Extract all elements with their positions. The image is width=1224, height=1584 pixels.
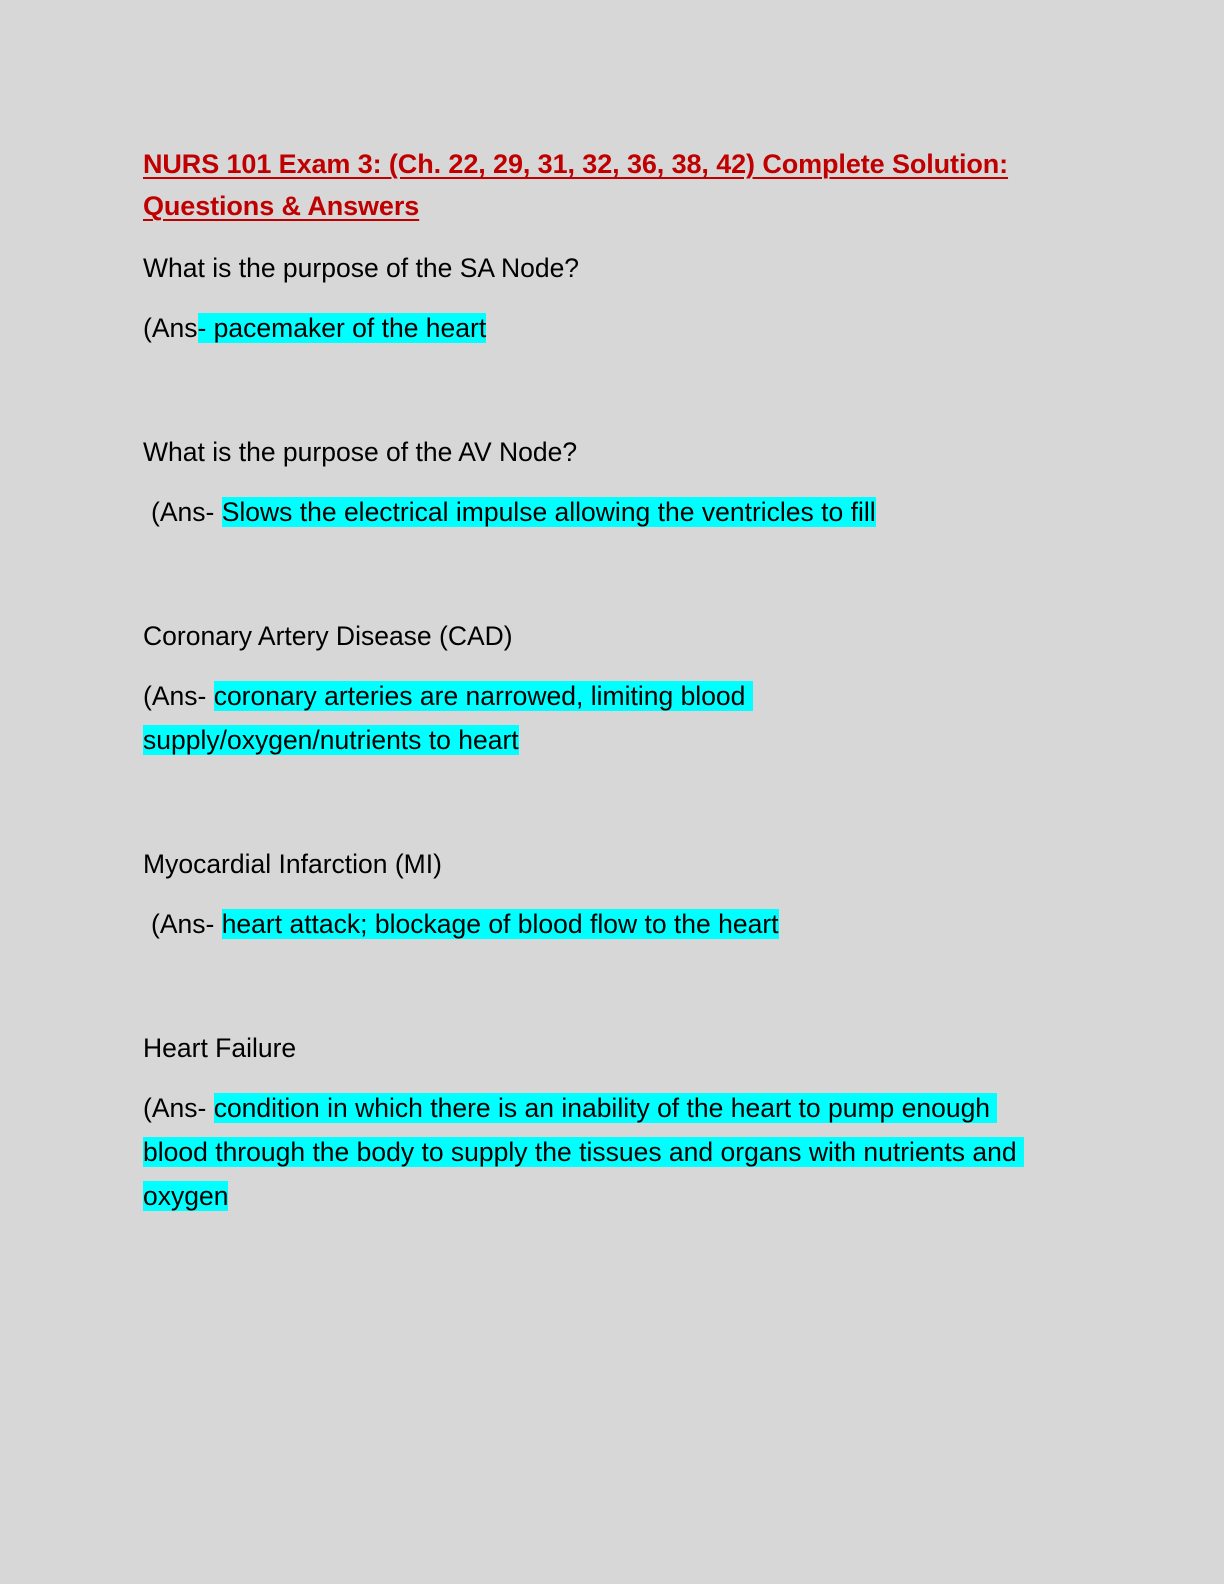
- answer-prefix: (Ans: [143, 313, 198, 343]
- spacer-between-entries: [143, 762, 1044, 842]
- answer-highlight: condition in which there is an inability of the heart to pump enough blood through the body to supply the tissues and organs with nutrients and oxygen: [143, 1093, 1024, 1211]
- spacer-between-entries: [143, 946, 1044, 1026]
- spacer-between-entries: [143, 534, 1044, 614]
- answer-highlight: - pacemaker of the heart: [197, 313, 487, 343]
- spacer-after-title: [143, 227, 1044, 246]
- question-text: What is the purpose of the AV Node?: [143, 437, 578, 467]
- page-title-line-2: Questions & Answers: [143, 191, 420, 221]
- page-title: [143, 143, 1038, 227]
- qa-entry-heart-failure: [143, 1026, 1044, 1218]
- page-bottom-whitespace: [143, 1218, 1044, 1578]
- answer-highlight: heart attack; blockage of blood flow to the heart: [221, 909, 779, 939]
- question-text: Myocardial Infarction (MI): [143, 849, 442, 879]
- qa-entry-cad: [143, 614, 1044, 762]
- page-title-line-1: NURS 101 Exam 3: (Ch. 22, 29, 31, 32, 36, 38, 42) Complete Solution:: [143, 149, 1009, 179]
- answer-prefix: (Ans-: [143, 1093, 214, 1123]
- question-text: Heart Failure: [143, 1033, 297, 1063]
- spacer-question-answer: [143, 290, 1044, 306]
- spacer-between-entries: [143, 350, 1044, 430]
- answer-line: [143, 490, 1044, 534]
- answer-prefix: (Ans-: [143, 681, 214, 711]
- answer-highlight: Slows the electrical impulse allowing the ventricles to fill: [221, 497, 876, 527]
- spacer-question-answer: [143, 1070, 1044, 1086]
- answer-line: [143, 674, 833, 762]
- answer-prefix: (Ans-: [151, 497, 222, 527]
- answer-line: [143, 902, 1044, 946]
- answer-line: [143, 306, 1043, 350]
- question-text: Coronary Artery Disease (CAD): [143, 621, 513, 651]
- answer-highlight: coronary arteries are narrowed, limiting blood supply/oxygen/nutrients to heart: [143, 681, 753, 755]
- answer-line: [143, 1086, 1043, 1218]
- spacer-question-answer: [143, 474, 1044, 490]
- qa-entry-sa-node: [143, 246, 1044, 350]
- spacer-question-answer: [143, 658, 1044, 674]
- qa-entry-mi: [143, 842, 1044, 946]
- spacer-question-answer: [143, 886, 1044, 902]
- answer-prefix: (Ans-: [151, 909, 222, 939]
- question-text: What is the purpose of the SA Node?: [143, 253, 580, 283]
- qa-entry-av-node: [143, 430, 1044, 534]
